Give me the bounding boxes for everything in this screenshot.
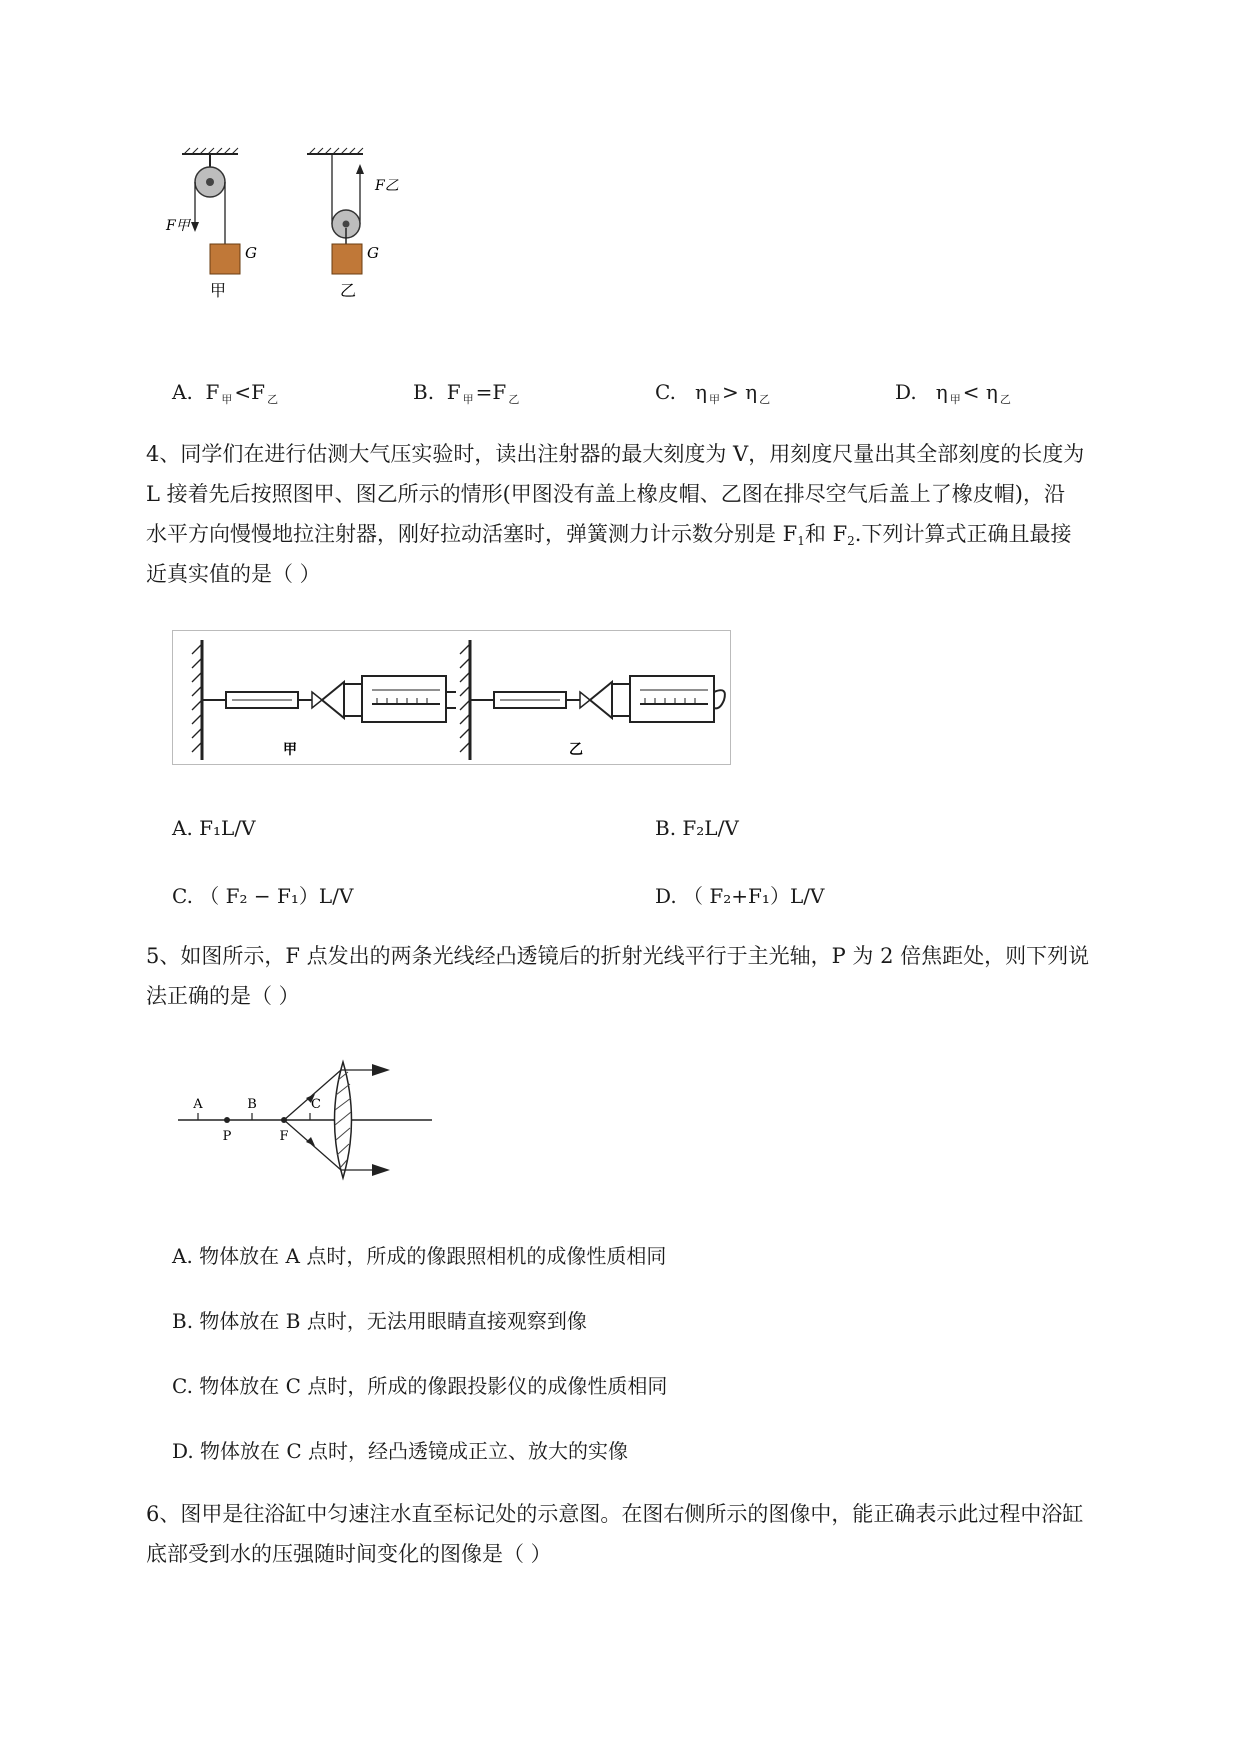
g-label-yi: G (367, 244, 379, 262)
q4-option-c[interactable]: C. （ F₂ − F₁）L/V (172, 884, 354, 908)
syringe-yi-label: 乙 (569, 742, 583, 758)
q4-stem-line-1: 4、同学们在进行估测大气压实验时，读出注射器的最大刻度为 V，用刻度尺量出其全部刻度的长度为 (146, 442, 1085, 466)
q5-option-a[interactable]: A. 物体放在 A 点时，所成的像跟照相机的成像性质相同 (172, 1244, 667, 1268)
q5-option-c[interactable]: C. 物体放在 C 点时，所成的像跟投影仪的成像性质相同 (172, 1374, 668, 1398)
q6-stem-line-1: 6、图甲是往浴缸中匀速注水直至标记处的示意图。在图右侧所示的图像中，能正确表示此过程中浴缸 (146, 1502, 1084, 1526)
q4-stem-line-3: 水平方向慢慢地拉注射器，刚好拉动活塞时，弹簧测力计示数分别是 $F_1$和 $F_2$.下列计算式正确且最接 (146, 522, 1072, 548)
lens-label-c: C (311, 1097, 321, 1112)
f-jia-label: F甲 (166, 218, 190, 234)
q4-option-b[interactable]: B. F₂L/V (655, 816, 739, 840)
lens-label-a: A (193, 1097, 203, 1112)
pulley-figure (160, 140, 460, 340)
lens-label-f: F (279, 1129, 289, 1144)
q3-option-d[interactable]: D. η $_甲$ < η $_乙$ (895, 380, 1011, 406)
g-label-jia: G (245, 244, 257, 262)
q4-option-d[interactable]: D. （ F₂+F₁）L/V (655, 884, 825, 908)
f-yi-label: F乙 (375, 178, 399, 194)
q4-stem-line-4: 近真实值的是（ ） (146, 562, 321, 586)
yi-label: 乙 (339, 281, 357, 300)
lens-label-b: B (247, 1097, 257, 1112)
q3-option-b[interactable]: B. F $_甲$ =F $_乙$ (413, 380, 520, 406)
q5-option-d[interactable]: D. 物体放在 C 点时，经凸透镜成正立、放大的实像 (172, 1439, 629, 1463)
syringe-figure (172, 630, 732, 770)
syringe-jia-label: 甲 (283, 742, 297, 758)
q5-stem-line-2: 法正确的是（ ） (146, 984, 300, 1008)
q4-stem-line-2: L 接着先后按照图甲、图乙所示的情形(甲图没有盖上橡皮帽、乙图在排尽空气后盖上了橡皮帽)，沿 (146, 482, 1066, 506)
q5-stem-line-1: 5、如图所示，F 点发出的两条光线经凸透镜后的折射光线平行于主光轴，P 为 2 倍焦距处，则下列说 (146, 944, 1090, 968)
q4-option-a[interactable]: A. F₁L/V (172, 816, 256, 840)
q3-option-a[interactable]: A. F $_甲$ <F $_乙$ (172, 380, 279, 406)
q6-stem-line-2: 底部受到水的压强随时间变化的图像是（ ） (146, 1542, 552, 1566)
lens-figure (170, 1050, 440, 1200)
lens-label-p: P (222, 1129, 232, 1144)
q3-option-c[interactable]: C. η $_甲$ > η $_乙$ (655, 380, 771, 406)
q5-option-b[interactable]: B. 物体放在 B 点时，无法用眼睛直接观察到像 (172, 1309, 587, 1333)
jia-label: 甲 (209, 281, 227, 300)
